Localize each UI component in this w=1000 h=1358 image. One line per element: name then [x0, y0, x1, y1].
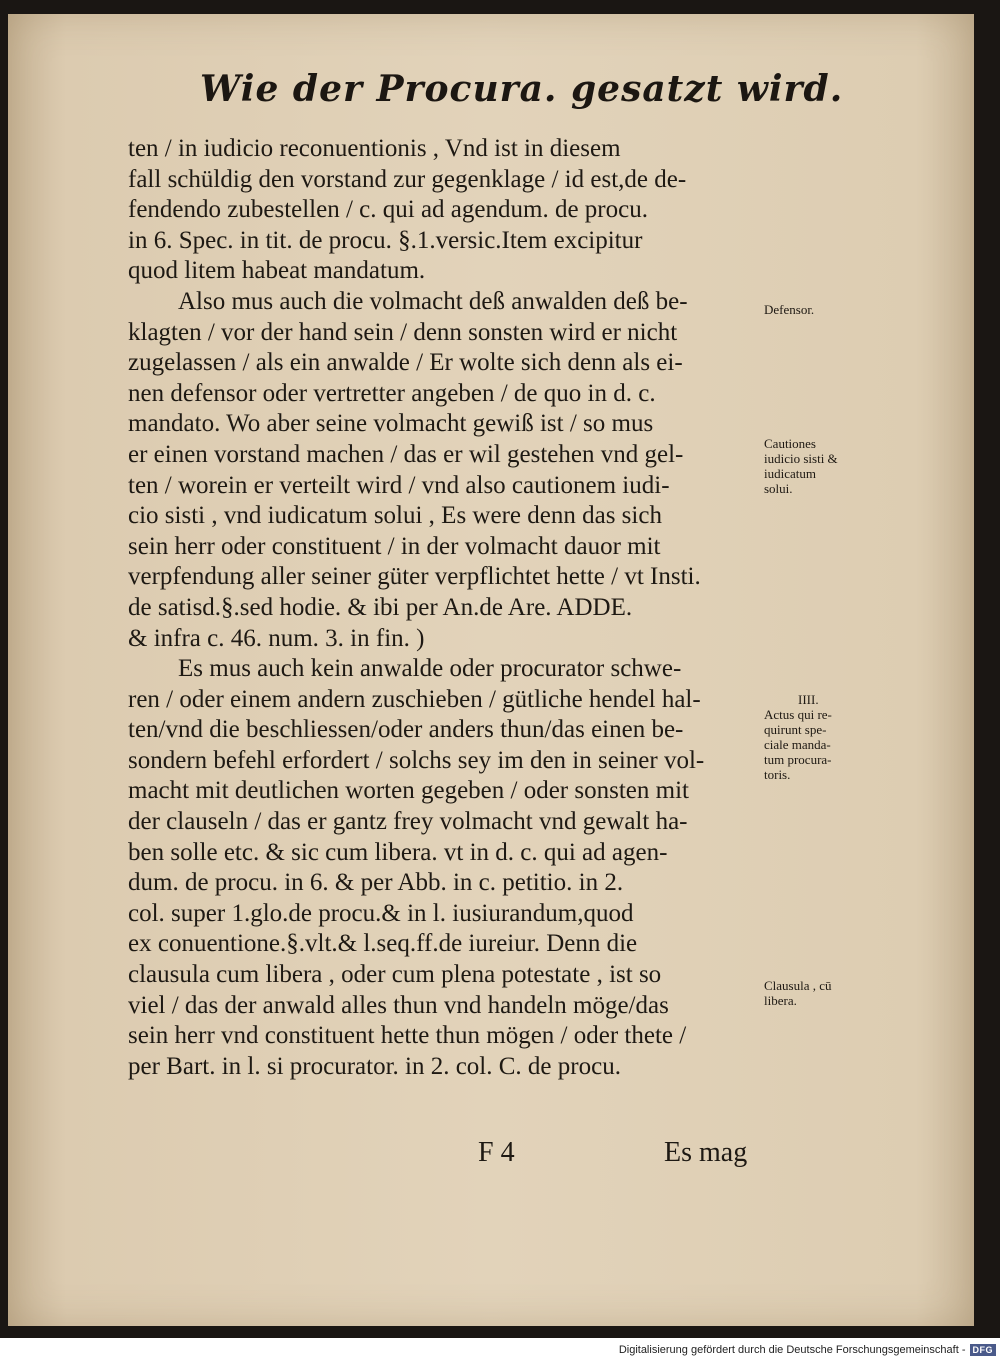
- page-header: Wie der Procura. gesatzt wird.: [200, 68, 844, 110]
- margin-note-line: quirunt spe-: [764, 722, 827, 737]
- text-line: de satisd.§.sed hodie. & ibi per An.de Are. ADDE.: [128, 593, 633, 621]
- text-line: ben solle etc. & sic cum libera. vt in d. c. qui ad agen-: [128, 838, 668, 866]
- margin-note-line: ciale manda-: [764, 737, 831, 752]
- text-line: ren / oder einem andern zuschieben / gütliche hendel hal-: [128, 685, 701, 713]
- text-line: Es mus auch kein anwalde oder procurator schwe-: [178, 655, 682, 683]
- text-line: ten / in iudicio reconuentionis , Vnd ist in diesem: [128, 135, 621, 162]
- margin-note-cautiones: [764, 436, 838, 496]
- text-line: ten/vnd die beschliessen/oder anders thun/das einen be-: [128, 716, 684, 744]
- text-line: sein herr oder constituent / in der volmacht dauor mit: [128, 532, 661, 560]
- main-text: [128, 134, 768, 1082]
- text-line: sondern befehl erfordert / solchs sey im den in seiner vol-: [128, 746, 705, 774]
- text-line: cio sisti , vnd iudicatum solui , Es were denn das sich: [128, 502, 662, 530]
- margin-note-line: iudicio sisti &: [764, 451, 838, 466]
- text-line: col. super 1.glo.de procu.& in l. iusiurandum,quod: [128, 899, 634, 927]
- text-line: Also mus auch die volmacht deß anwalden deß be-: [178, 287, 688, 315]
- signature-mark: F 4: [478, 1137, 515, 1168]
- text-line: mandato. Wo aber seine volmacht gewiß ist / so mus: [128, 410, 654, 438]
- margin-note-line: tum procura-: [764, 752, 832, 767]
- margin-note-line: toris.: [764, 767, 791, 782]
- text-line: clausula cum libera , oder cum plena potestate , ist so: [128, 961, 662, 989]
- text-line: klagten / vor der hand sein / denn sonsten wird er nicht: [128, 318, 678, 346]
- margin-note-line: Clausula , cū: [764, 978, 832, 993]
- digitization-credit: [619, 1344, 996, 1356]
- text-line: dum. de procu. in 6. & per Abb. in c. petitio. in 2.: [128, 869, 624, 897]
- margin-note-line: solui.: [764, 481, 793, 496]
- text-line: nen defensor oder vertretter angeben / de quo in d. c.: [128, 379, 656, 407]
- text-line: fendendo zubestellen / c. qui ad agendum. de procu.: [128, 196, 648, 224]
- text-line: er einen vorstand machen / das er wil gestehen vnd gel-: [128, 440, 684, 468]
- margin-note-line: Actus qui re-: [764, 707, 832, 722]
- text-line: der clauseln / das er gantz frey volmacht vnd gewalt ha-: [128, 808, 688, 836]
- text-line: fall schüldig den vorstand zur gegenklage / id est,de de-: [128, 165, 687, 193]
- margin-note-line: Cautiones: [764, 436, 816, 451]
- margin-note-line: libera.: [764, 993, 797, 1008]
- text-line: zugelassen / als ein anwalde / Er wolte sich denn als ei-: [128, 349, 683, 377]
- credit-text: Digitalisierung gefördert durch die Deutsche Forschungsgemeinschaft -: [618, 1344, 966, 1356]
- margin-note-clausula: [764, 978, 832, 1008]
- text-line: ten / worein er verteilt wird / vnd also cautionem iudi-: [128, 471, 670, 499]
- margin-note-line: Defensor.: [764, 302, 815, 317]
- text-line: & infra c. 46. num. 3. in fin. ): [128, 624, 425, 652]
- text-line: viel / das der anwald alles thun vnd handeln möge/das: [128, 991, 669, 1019]
- text-line: quod litem habeat mandatum.: [128, 257, 426, 285]
- margin-note-line: IIII.: [798, 692, 819, 707]
- text-line: sein herr vnd constituent hette thun mögen / oder thete /: [128, 1022, 687, 1050]
- text-line: macht mit deutlichen worten gegeben / oder sonsten mit: [128, 777, 689, 805]
- margin-note-defensor: [764, 302, 814, 317]
- catchword: Es mag: [664, 1137, 748, 1168]
- margin-note-actus: [764, 692, 832, 782]
- margin-note-line: iudicatum: [764, 466, 816, 481]
- text-line: verpfendung aller seiner güter verpflichtet hette / vt Insti.: [128, 563, 701, 591]
- dfg-logo-icon: DFG: [970, 1344, 997, 1356]
- text-line: per Bart. in l. si procurator. in 2. col. C. de procu.: [128, 1052, 621, 1080]
- text-line: ex conuentione.§.vlt.& l.seq.ff.de iureiur. Denn die: [128, 930, 638, 958]
- text-line: in 6. Spec. in tit. de procu. §.1.versic.Item excipitur: [128, 226, 643, 254]
